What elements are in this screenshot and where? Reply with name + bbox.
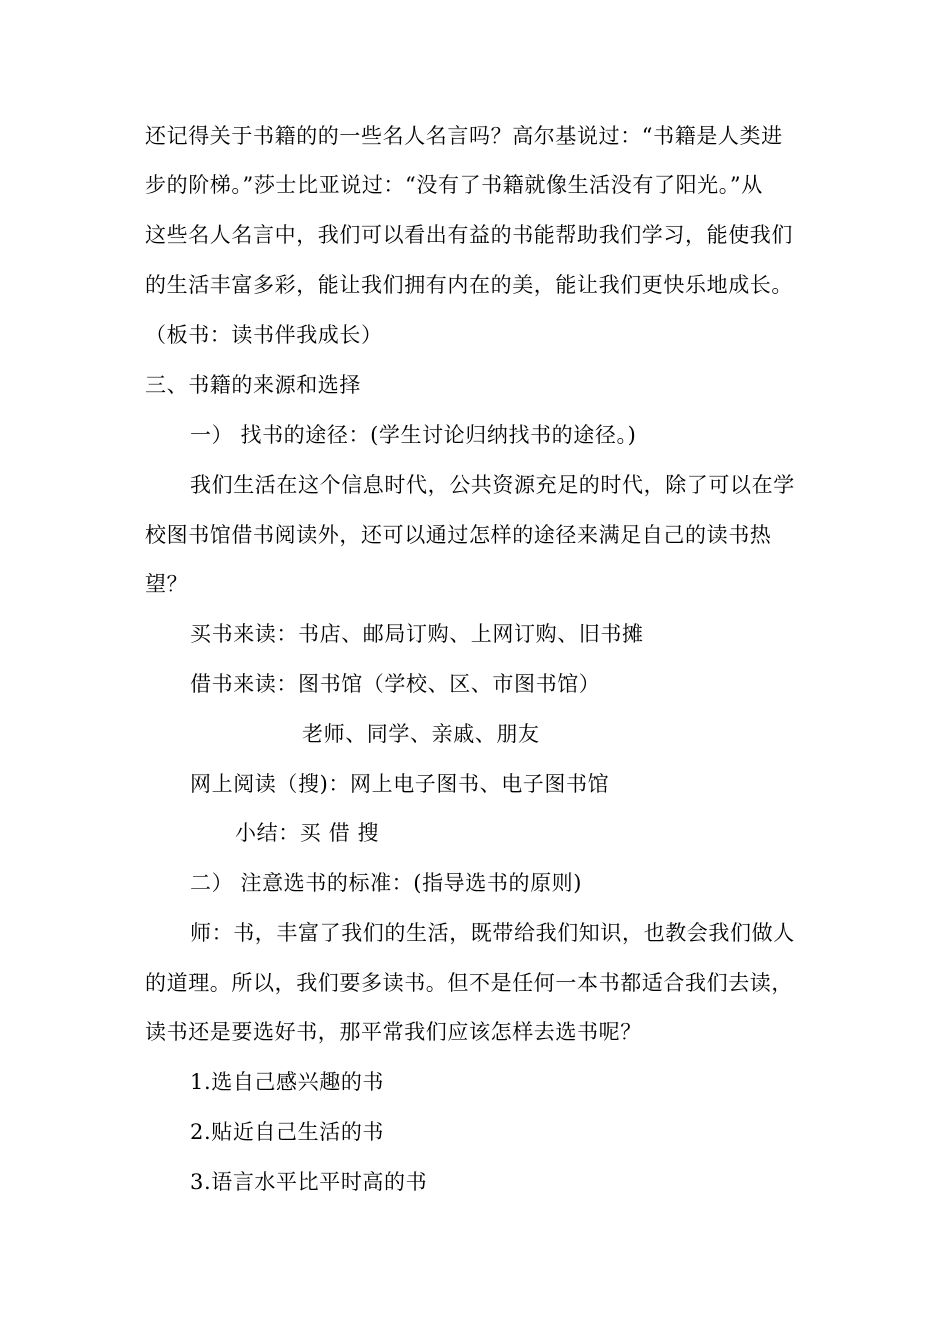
subsection-heading: 二） 注意选书的标准：(指导选书的原则) xyxy=(190,871,583,895)
list-item: 借书来读：图书馆（学校、区、市图书馆） xyxy=(190,672,601,696)
paragraph-line: 的生活丰富多彩，能让我们拥有内在的美，能让我们更快乐地成长。 xyxy=(145,273,793,297)
blackboard-note: （板书：读书伴我成长） xyxy=(145,323,383,347)
paragraph-line: 读书还是要选好书，那平常我们应该怎样去选书呢？ xyxy=(145,1020,642,1044)
paragraph-line: 这些名人名言中，我们可以看出有益的书能帮助我们学习，能使我们 xyxy=(145,223,793,247)
section-heading: 三、书籍的来源和选择 xyxy=(145,373,361,397)
subsection-heading: 一） 找书的途径：(学生讨论归纳找书的途径。) xyxy=(190,423,637,447)
list-item: 网上阅读（搜)：网上电子图书、电子图书馆 xyxy=(190,772,610,796)
numbered-item: 2.贴近自己生活的书 xyxy=(190,1120,385,1144)
summary-line: 小结：买 借 搜 xyxy=(235,821,380,845)
paragraph-line: 师：书，丰富了我们的生活，既带给我们知识，也教会我们做人 xyxy=(190,921,795,945)
list-item-continuation: 老师、同学、亲戚、朋友 xyxy=(302,722,540,746)
list-item: 买书来读：书店、邮局订购、上网订购、旧书摊 xyxy=(190,622,644,646)
paragraph-line: 还记得关于书籍的的一些名人名言吗？高尔基说过：“书籍是人类进 xyxy=(145,124,783,148)
numbered-item: 3.语言水平比平时高的书 xyxy=(190,1170,428,1194)
paragraph-line: 校图书馆借书阅读外，还可以通过怎样的途径来满足自己的读书热 xyxy=(145,523,772,547)
paragraph-line: 的道理。所以，我们要多读书。但不是任何一本书都适合我们去读， xyxy=(145,971,793,995)
numbered-item: 1.选自己感兴趣的书 xyxy=(190,1070,385,1094)
paragraph-line: 我们生活在这个信息时代，公共资源充足的时代，除了可以在学 xyxy=(190,473,795,497)
paragraph-line: 望？ xyxy=(145,572,189,596)
paragraph-line: 步的阶梯。”莎士比亚说过：“没有了书籍就像生活没有了阳光。”从 xyxy=(145,173,763,197)
